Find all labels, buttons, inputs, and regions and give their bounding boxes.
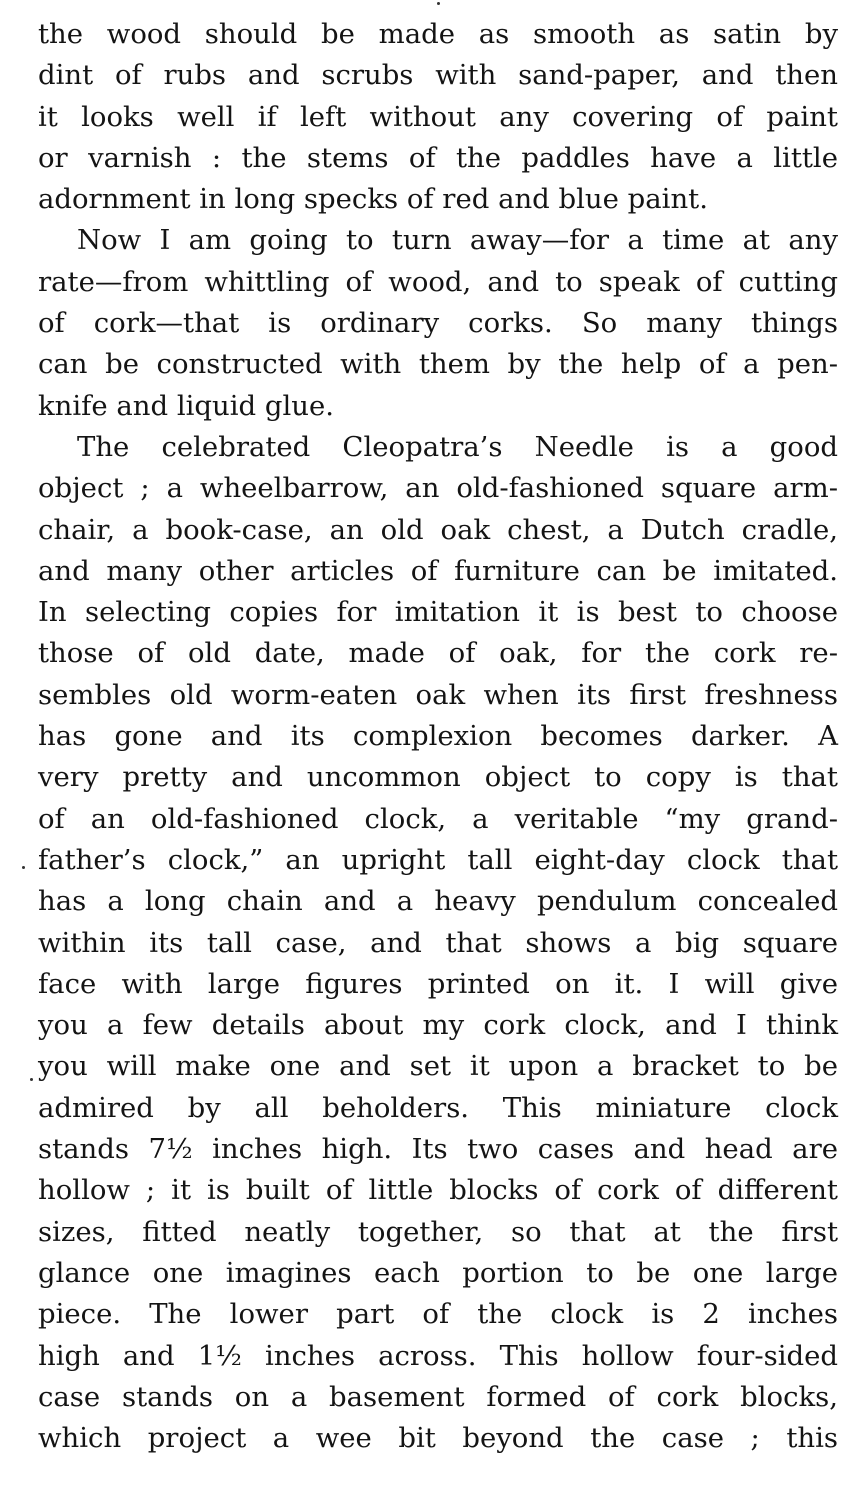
text-line: has a long chain and a heavy pendulum concealed — [38, 885, 838, 918]
text-line: sembles old worm-eaten oak when its first freshness — [38, 678, 838, 711]
text-line: stands 7½ inches high. Its two cases and head are — [38, 1133, 838, 1166]
print-speck — [22, 866, 25, 869]
text-line: knife and liquid glue. — [38, 389, 334, 422]
text-line: it looks well if left without any covering of paint — [38, 100, 838, 133]
print-speck — [30, 1078, 33, 1081]
text-line: adornment in long specks of red and blue paint. — [38, 183, 708, 216]
text-line: Now I am going to turn away—for a time at any — [77, 224, 838, 257]
text-line: case stands on a basement formed of cork blocks, — [38, 1380, 838, 1413]
text-line: of cork—that is ordinary corks. So many things — [38, 307, 838, 340]
text-line: sizes, fitted neatly together, so that at the first — [38, 1215, 838, 1248]
paragraph — [38, 14, 838, 220]
text-line: rate—from whittling of wood, and to speak of cutting — [38, 265, 838, 298]
text-line: and many other articles of furniture can be imitated. — [38, 554, 838, 587]
text-line: object ; a wheelbarrow, an old-fashioned square arm- — [38, 472, 838, 505]
text-line: dint of rubs and scrubs with sand-paper, and then — [38, 59, 838, 92]
text-line: the wood should be made as smooth as satin by — [38, 18, 838, 50]
text-line: you will make one and set it upon a bracket to be — [38, 1050, 838, 1083]
text-line: within its tall case, and that shows a big square — [38, 926, 838, 959]
paragraph — [38, 427, 838, 1459]
text-line: has gone and its complexion becomes darker. A — [38, 720, 838, 753]
text-line: glance one imagines each portion to be one large — [38, 1256, 838, 1289]
text-line: chair, a book-case, an old oak chest, a Dutch cradle, — [38, 513, 838, 546]
paragraph — [38, 220, 838, 426]
text-line: which project a wee bit beyond the case ; this — [38, 1422, 838, 1455]
text-line: high and 1½ inches across. This hollow four-sided — [38, 1339, 838, 1372]
text-line: hollow ; it is built of little blocks of cork of different — [38, 1174, 838, 1207]
text-line: face with large figures printed on it. I will give — [38, 967, 838, 1000]
text-line: of an old-fashioned clock, a veritable “my grand- — [38, 802, 838, 835]
text-line: very pretty and uncommon object to copy is that — [38, 761, 838, 794]
text-line: those of old date, made of oak, for the cork re- — [38, 637, 838, 670]
page-body — [38, 14, 838, 1459]
print-speck — [437, 2, 440, 5]
text-line: or varnish : the stems of the paddles have a little — [38, 141, 838, 174]
text-line: admired by all beholders. This miniature clock — [38, 1091, 838, 1124]
text-line: you a few details about my cork clock, and I think — [38, 1009, 838, 1042]
text-line: In selecting copies for imitation it is best to choose — [38, 596, 838, 629]
text-line: The celebrated Cleopatra’s Needle is a good — [77, 430, 838, 463]
text-line: piece. The lower part of the clock is 2 inches — [38, 1298, 838, 1331]
text-line: can be constructed with them by the help of a pen- — [38, 348, 838, 381]
text-line: father’s clock,” an upright tall eight-day clock that — [38, 843, 838, 876]
